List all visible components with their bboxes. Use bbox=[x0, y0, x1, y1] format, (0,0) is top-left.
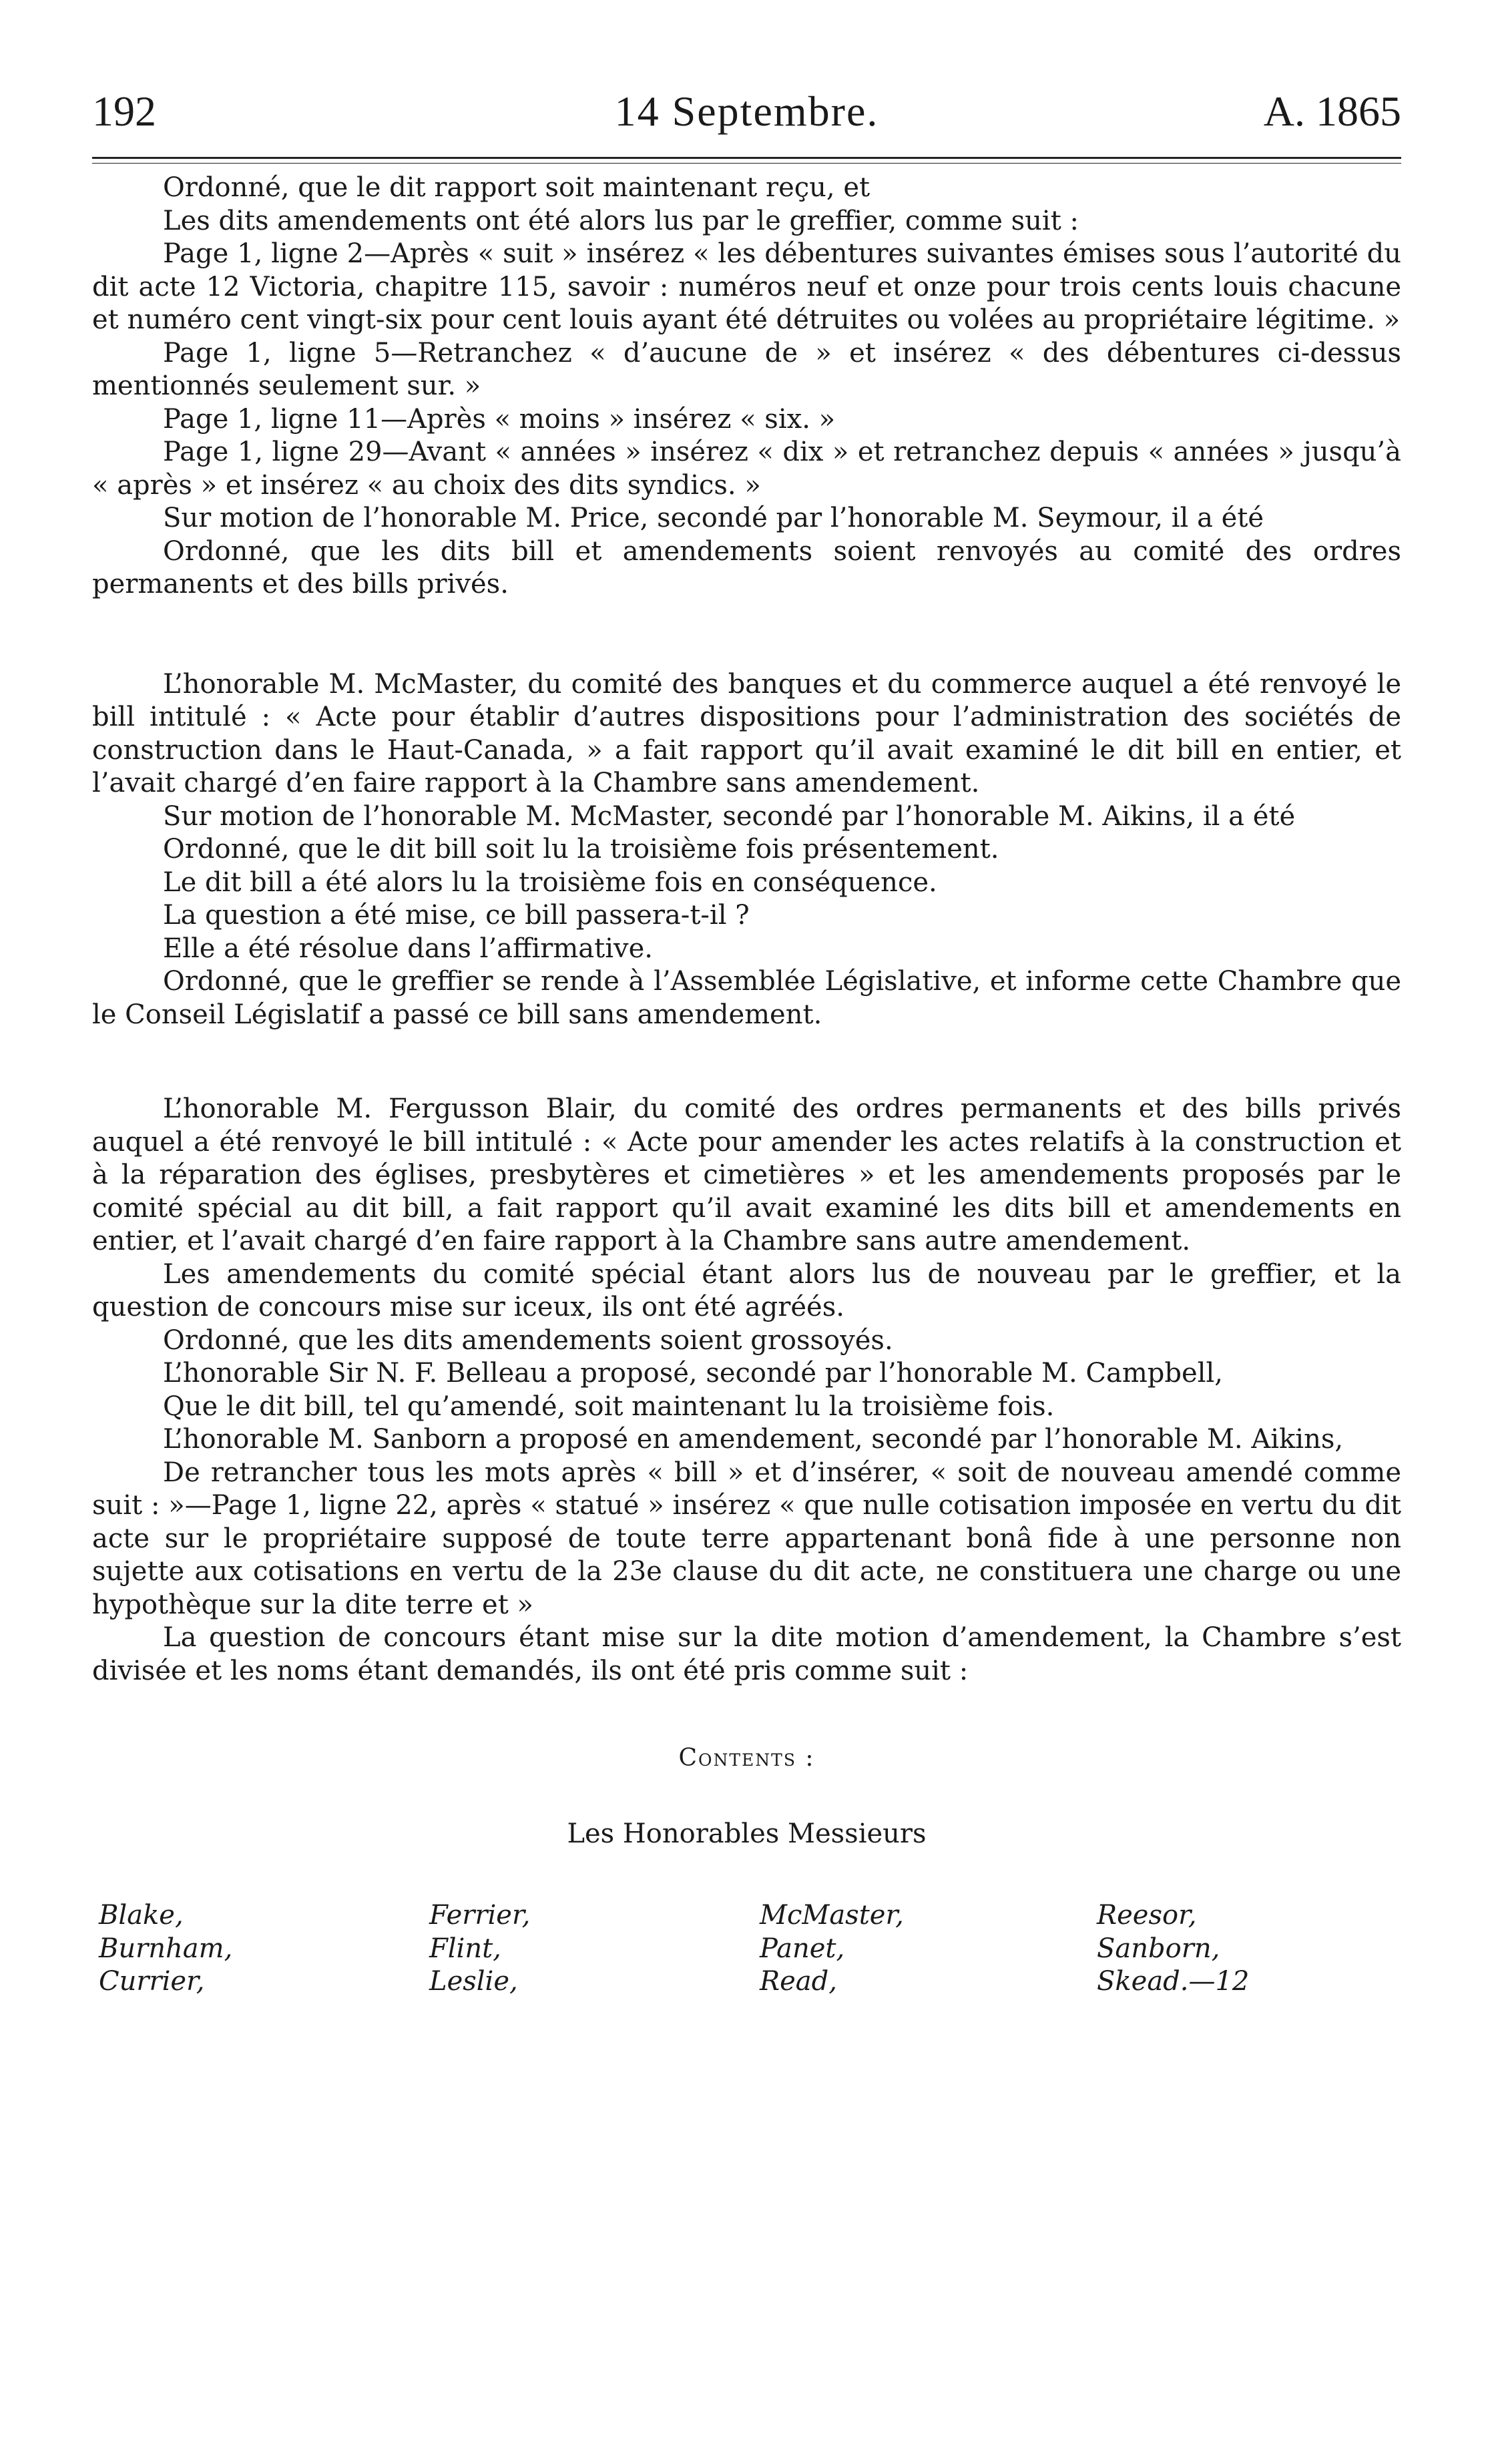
name-entry: Reesor, bbox=[1097, 1900, 1197, 1931]
paragraph: L’honorable Sir N. F. Belleau a proposé, secondé par l’honorable M. Campbell, bbox=[163, 1358, 1223, 1389]
paragraph: Les dits amendements ont été alors lus par le greffier, comme suit : bbox=[163, 205, 1079, 236]
paragraph: Ordonné, que le dit rapport soit maintenant reçu, et bbox=[163, 172, 871, 203]
name-entry: Panet, bbox=[760, 1933, 845, 1964]
paragraph: La question de concours étant mise sur la dite motion d’amendement, la Chambre s’est divisée et les noms étant demandés, ils ont été pris comme suit : bbox=[92, 1622, 1401, 1686]
paragraph: Page 1, ligne 5—Retranchez « d’aucune de » et insérez « des débentures ci-dessus mentionnés seulement sur. » bbox=[92, 337, 1401, 401]
paragraph: La question a été mise, ce bill passera-t-il ? bbox=[163, 900, 750, 931]
paragraph: L’honorable M. Sanborn a proposé en amendement, secondé par l’honorable M. Aikins, bbox=[163, 1424, 1344, 1455]
paragraph: De retrancher tous les mots après « bill » et d’insérer, « soit de nouveau amendé comme suit : »—Page 1, ligne 22, après « statué » insérez « que nulle cotisation imposée en vertu du dit acte sur le propriétaire supposé de toute terre appartenant bonâ fide à une personne non sujette aux cotisations en vertu de la 23e clause du dit acte, ne constituera une charge ou une hypothèque sur la dite terre et » bbox=[92, 1457, 1401, 1620]
header-date: 14 Septembre. bbox=[614, 87, 879, 135]
paragraph: Ordonné, que le greffier se rende à l’Assemblée Législative, et informe cette Chambre que le Conseil Législatif a passé ce bill sans amendement. bbox=[92, 966, 1401, 1030]
name-entry: Burnham, bbox=[99, 1933, 233, 1964]
name-entry: Flint, bbox=[429, 1933, 501, 1964]
paragraph: Page 1, ligne 11—Après « moins » insérez « six. » bbox=[163, 403, 836, 435]
section-2 bbox=[92, 668, 1401, 1032]
section-1 bbox=[92, 172, 1401, 601]
paragraph: Ordonné, que le dit bill soit lu la troisième fois présentement. bbox=[163, 834, 999, 865]
name-entry: Read, bbox=[760, 1966, 837, 1997]
paragraph: Page 1, ligne 2—Après « suit » insérez « les débentures suivantes émises sous l’autorité du dit acte 12 Victoria, chapitre 115, savoir : numéros neuf et onze pour trois cents louis chacune et numéro cent vingt-six pour cent louis ayant été détruites ou volées au propriétaire légitime. » bbox=[92, 238, 1401, 335]
name-entry: Currier, bbox=[99, 1966, 205, 1997]
name-entry: Blake, bbox=[99, 1900, 184, 1931]
header-year: A. 1865 bbox=[1263, 87, 1401, 135]
name-entry: Skead.—12 bbox=[1097, 1966, 1250, 1997]
header-rule-thin bbox=[92, 163, 1401, 164]
name-entry: Sanborn, bbox=[1097, 1933, 1220, 1964]
paragraph: Que le dit bill, tel qu’amendé, soit maintenant lu la troisième fois. bbox=[163, 1391, 1055, 1422]
honorables-heading: Les Honorables Messieurs bbox=[567, 1818, 927, 1849]
paragraph: Le dit bill a été alors lu la troisième fois en conséquence. bbox=[163, 867, 937, 898]
name-entry: McMaster, bbox=[760, 1900, 904, 1931]
name-entry: Ferrier, bbox=[429, 1900, 531, 1931]
paragraph: L’honorable M. Fergusson Blair, du comité des ordres permanents et des bills privés auquel a été renvoyé le bill intitulé : « Acte pour amender les actes relatifs à la construction et à la réparation des églises, presbytères et cimetières » et les amendements proposés par le comité spécial au dit bill, a fait rapport qu’il avait examiné les dits bill et amendements en entier, et l’avait chargé d’en faire rapport à la Chambre sans autre amendement. bbox=[92, 1093, 1401, 1256]
paragraph: Page 1, ligne 29—Avant « années » insérez « dix » et retranchez depuis « années » jusqu’à « après » et insérez « au choix des dits syndics. » bbox=[92, 437, 1401, 501]
header-rule-thick bbox=[92, 157, 1401, 159]
section-3 bbox=[92, 1093, 1401, 1688]
name-entry: Leslie, bbox=[429, 1966, 518, 1997]
page-number: 192 bbox=[92, 87, 156, 135]
paragraph: Ordonné, que les dits amendements soient grossoyés. bbox=[163, 1324, 893, 1356]
page-header bbox=[92, 87, 1401, 150]
paragraph: Sur motion de l’honorable M. Price, secondé par l’honorable M. Seymour, il a été bbox=[163, 503, 1264, 533]
paragraph: L’honorable M. McMaster, du comité des banques et du commerce auquel a été renvoyé le bill intitulé : « Acte pour établir d’autres dispositions pour l’administration des sociétés de construction dans le Haut-Canada, » a fait rapport qu’il avait examiné le dit bill en entier, et l’avait chargé d’en faire rapport à la Chambre sans amendement. bbox=[92, 668, 1401, 798]
paragraph: Ordonné, que les dits bill et amendements soient renvoyés au comité des ordres permanents et des bills privés. bbox=[92, 535, 1401, 599]
paragraph: Elle a été résolue dans l’affirmative. bbox=[163, 933, 653, 964]
names-list bbox=[92, 1899, 1401, 1999]
paragraph: Sur motion de l’honorable M. McMaster, secondé par l’honorable M. Aikins, il a été bbox=[163, 800, 1296, 832]
paragraph: Les amendements du comité spécial étant alors lus de nouveau par le greffier, et la question de concours mise sur iceux, ils ont été agréés. bbox=[92, 1258, 1401, 1322]
contents-heading: Contents : bbox=[678, 1744, 815, 1772]
